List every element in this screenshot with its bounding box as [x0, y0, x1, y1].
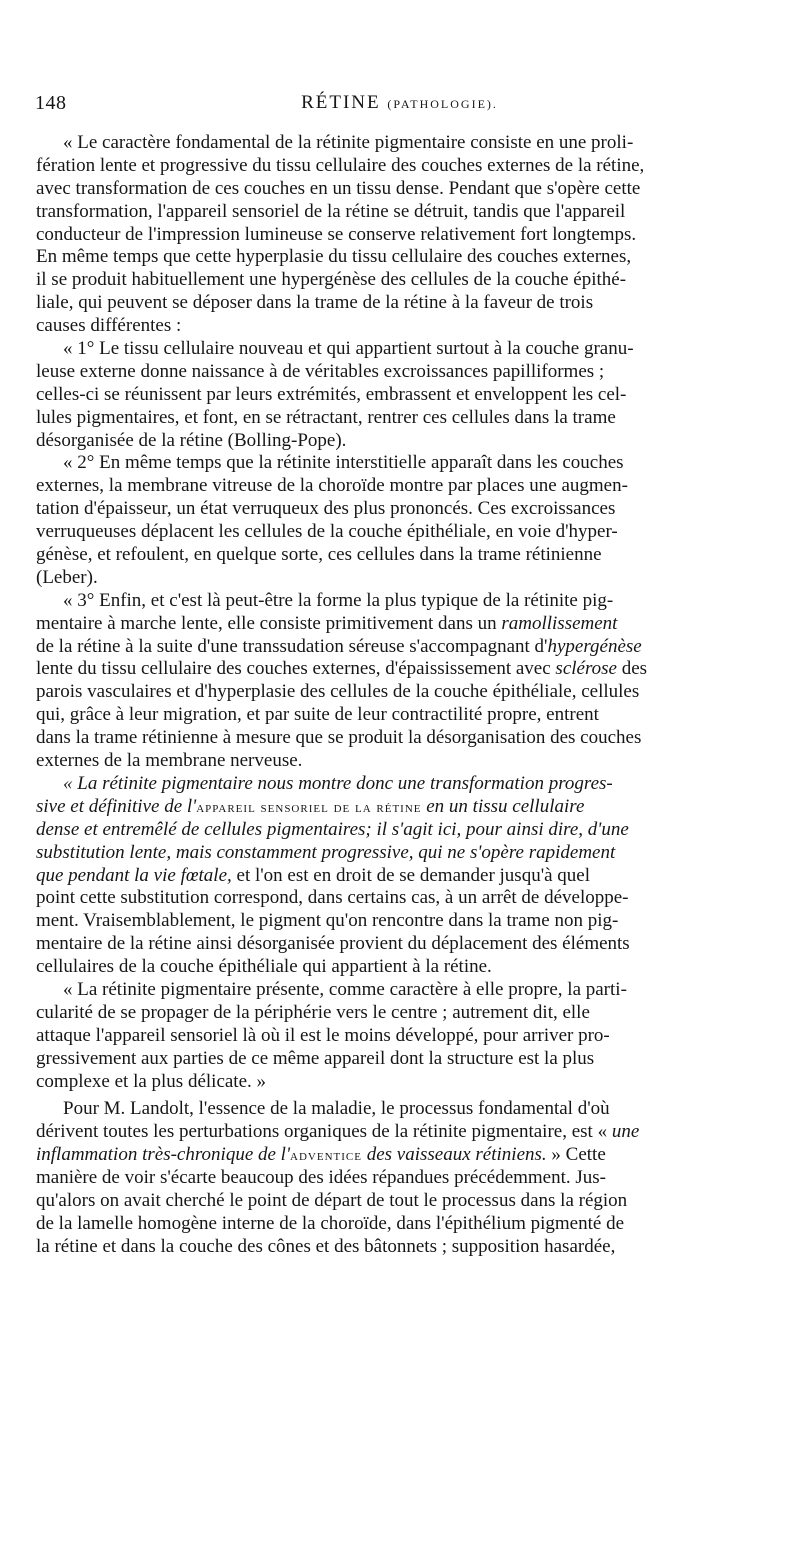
text-run: des [621, 658, 648, 680]
text-line [36, 1144, 765, 1167]
text-line: Pour M. Landolt, l'essence de la maladie, le processus fondamental d'où [63, 1098, 610, 1120]
text-line [36, 658, 765, 681]
text-line: transformation, l'appareil sensoriel de la rétine se détruit, tandis que l'appareil [36, 200, 626, 222]
small-caps-run: appareil sensoriel de la rétine [196, 799, 422, 816]
page-header [32, 92, 767, 122]
text-line: « 1° Le tissu cellulaire nouveau et qui appartient surtout à la couche granu- [63, 338, 634, 360]
text-line: cularité de se propager de la périphérie vers le centre ; autrement dit, elle [36, 1001, 590, 1023]
running-head-title: RÉTINE [301, 92, 381, 113]
text-run: dérivent toutes les perturbations organiques de la rétinite pigmentaire, est « [36, 1121, 608, 1143]
running-head-subtitle: (PATHOLOGIE). [387, 97, 498, 111]
small-caps-run: adventice [290, 1148, 362, 1165]
text-run: et l'on est en droit de se demander jusqu'à quel [236, 864, 591, 886]
italic-run: inflammation très-chronique de l' [36, 1144, 291, 1166]
text-line: attaque l'appareil sensoriel là où il est le moins développé, pour arriver pro- [36, 1024, 610, 1046]
text-run: mentaire à marche lente, elle consiste primitivement dans un [36, 612, 497, 634]
italic-run: en un tissu cellulaire [426, 795, 585, 817]
text-line: « 2° En même temps que la rétinite interstitielle apparaît dans les couches [63, 452, 624, 474]
text-line: dense et entremêlé de cellules pigmentaires; il s'agit ici, pour ainsi dire, d'une [36, 818, 629, 840]
body-text [36, 132, 765, 1259]
text-line: « La rétinite pigmentaire présente, comme caractère à elle propre, la parti- [63, 978, 627, 1000]
page-number: 148 [35, 92, 67, 114]
text-line: externes, la membrane vitreuse de la choroïde montre par places une augmen- [36, 475, 628, 497]
text-line: fération lente et progressive du tissu cellulaire des couches externes de la rétine, [36, 154, 645, 176]
text-line: tation d'épaisseur, un état verruqueux des plus prononcés. Ces excroissances [36, 498, 616, 520]
text-line [36, 1121, 765, 1144]
text-line: liale, qui peuvent se déposer dans la trame de la rétine à la faveur de trois [36, 292, 594, 314]
text-line: manière de voir s'écarte beaucoup des idées répandues précédemment. Jus- [36, 1167, 607, 1189]
text-line: avec transformation de ces couches en un tissu dense. Pendant que s'opère cette [36, 177, 641, 199]
text-line: causes différentes : [36, 315, 182, 337]
text-line [36, 796, 765, 819]
text-line: de la lamelle homogène interne de la choroïde, dans l'épithélium pigmenté de [36, 1212, 624, 1234]
text-line: ment. Vraisemblablement, le pigment qu'on rencontre dans la trame non pig- [36, 910, 619, 932]
text-line [36, 865, 765, 888]
text-line: substitution lente, mais constamment progressive, qui ne s'opère rapidement [36, 841, 616, 863]
text-line [36, 636, 765, 659]
text-line: point cette substitution correspond, dans certains cas, à un arrêt de développe- [36, 887, 629, 909]
italic-run: sclérose [555, 658, 617, 680]
text-line: leuse externe donne naissance à de véritables excroissances papilliformes ; [36, 360, 605, 382]
text-line [36, 613, 765, 636]
italic-run: hypergénèse [547, 635, 642, 657]
text-line: « 3° Enfin, et c'est là peut-être la forme la plus typique de la rétinite pig- [63, 589, 614, 611]
text-run: » Cette [551, 1144, 606, 1166]
running-head [32, 92, 767, 114]
text-line: celles-ci se réunissent par leurs extrémités, embrassent et enveloppent les cel- [36, 383, 627, 405]
italic-run: une [611, 1121, 640, 1143]
text-line: dans la trame rétinienne à mesure que se produit la désorganisation des couches [36, 727, 642, 749]
text-line: génèse, et refoulent, en quelque sorte, ces cellules dans la trame rétinienne [36, 544, 602, 566]
text-line: verruqueuses déplacent les cellules de la couche épithéliale, en voie d'hyper- [36, 521, 618, 543]
italic-run: que pendant la vie fœtale, [36, 864, 232, 886]
text-line: la rétine et dans la couche des cônes et des bâtonnets ; supposition hasardée, [36, 1235, 616, 1257]
italic-run: ramollissement [501, 612, 618, 634]
text-line: « La rétinite pigmentaire nous montre donc une transformation progres- [63, 772, 613, 794]
text-line: En même temps que cette hyperplasie du tissu cellulaire des couches externes, [36, 246, 632, 268]
text-line: désorganisée de la rétine (Bolling-Pope). [36, 429, 347, 451]
text-line: parois vasculaires et d'hyperplasie des cellules de la couche épithéliale, cellules [36, 681, 640, 703]
text-line: gressivement aux parties de ce même appareil dont la structure est la plus [36, 1047, 595, 1069]
text-line: qui, grâce à leur migration, et par suite de leur contractilité propre, entrent [36, 704, 599, 726]
italic-run: sive et définitive de l' [36, 795, 197, 817]
text-line: cellulaires de la couche épithéliale qui appartient à la rétine. [36, 956, 492, 978]
text-line: (Leber). [36, 566, 98, 588]
text-line: complexe et la plus délicate. » [36, 1070, 267, 1092]
italic-run: des vaisseaux rétiniens. [366, 1144, 547, 1166]
text-run: lente du tissu cellulaire des couches externes, d'épaississement avec [36, 658, 551, 680]
text-line: conducteur de l'impression lumineuse se conserve relativement fort longtemps. [36, 223, 637, 245]
text-line: qu'alors on avait cherché le point de départ de tout le processus dans la région [36, 1189, 628, 1211]
text-line: « Le caractère fondamental de la rétinite pigmentaire consiste en une proli- [63, 132, 634, 153]
text-run: de la rétine à la suite d'une transsudation séreuse s'accompagnant d' [36, 635, 548, 657]
text-line: lules pigmentaires, et font, en se rétractant, rentrer ces cellules dans la trame [36, 406, 616, 428]
text-line: mentaire de la rétine ainsi désorganisée provient du déplacement des éléments [36, 933, 630, 955]
text-line: il se produit habituellement une hypergénèse des cellules de la couche épithé- [36, 269, 627, 291]
text-line: externes de la membrane nerveuse. [36, 750, 303, 772]
